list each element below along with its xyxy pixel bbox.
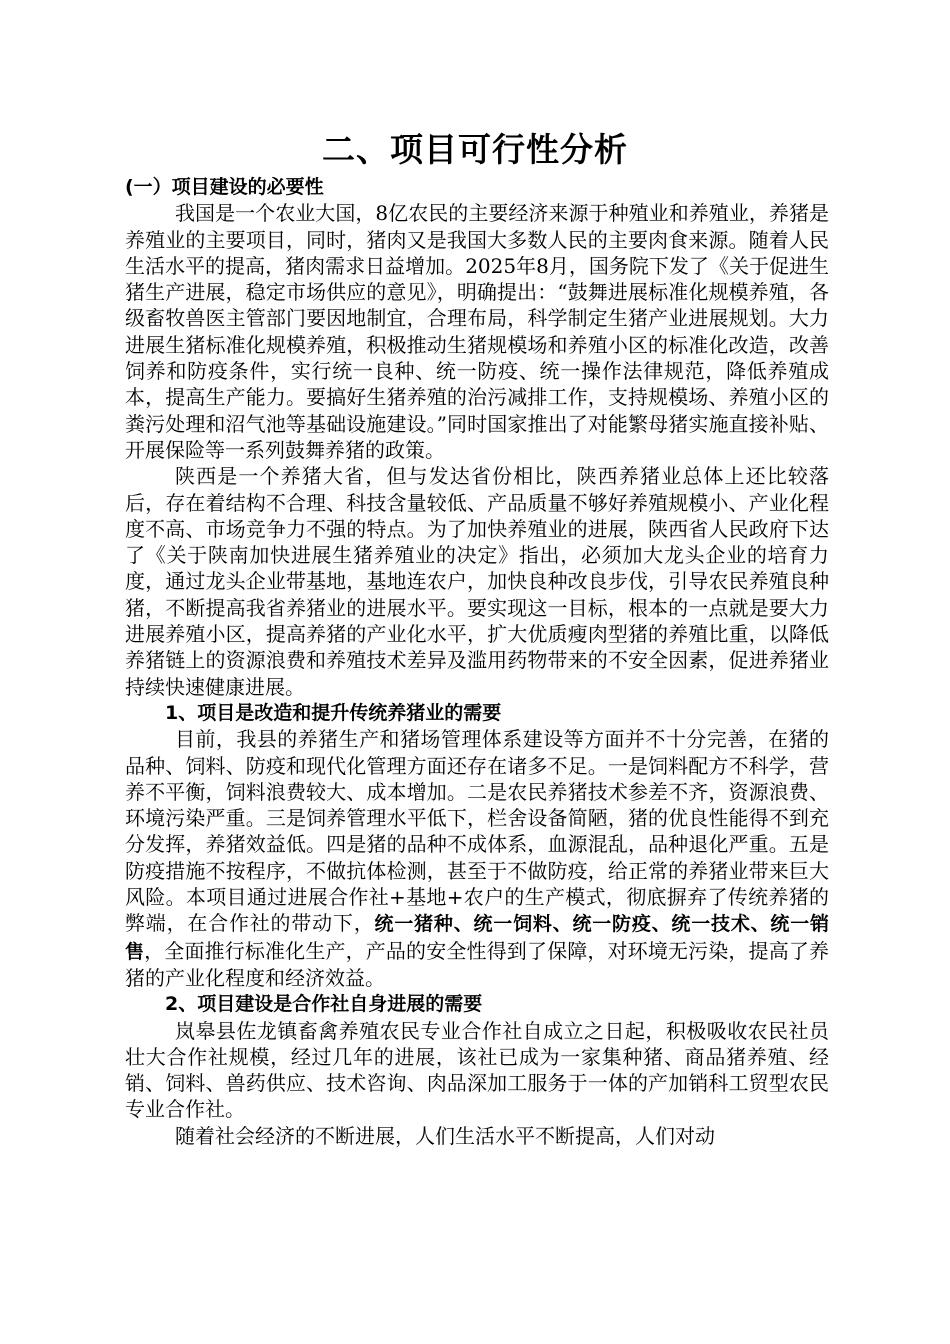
section-heading: (一）项目建设的必要性 [125,176,324,198]
bold-emphasis: 统一猪种、统一饲料、统一防疫、统一技术、统一销售 [125,913,829,963]
paragraph: 我国是一个农业大国，8亿农民的主要经济来源于种殖业和养殖业，养猪是养殖业的主要项目，同时，猪肉又是我国大多数人民的主要肉食来源。随着人民生活水平的提高，猪肉需求日益增加。2025年8月，国务院下发了《关于促进生猪生产进展，稳定市场供应的意见》，明确提出：“鼓舞进展标准化规模养殖，各级畜牧兽医主管部门要因地制宜，合理布局，科学制定生猪产业进展规划。大力进展生猪标准化规模养殖，积极推动生猪规模场和养殖小区的标准化改造，改善饲养和防疫条件，实行统一良种、统一防疫、统一操作法律规范，降低养殖成本，提高生产能力。要搞好生猪养殖的治污减排工作，支持规模场、养殖小区的粪污处理和沼气池等基础设施建设。”同时国家推出了对能繁母猪实施直接补贴、开展保险等一系列鼓舞养猪的政策。 [125,201,829,462]
subsection-heading: 1、项目是改造和提升传统养猪业的需要 [165,701,502,724]
paragraph: 随着社会经济的不断进展，人们生活水平不断提高，人们对动 [175,1123,715,1148]
page-title: 二、项目可行性分析 [322,130,628,169]
paragraph: 陕西是一个养猪大省，但与发达省份相比，陕西养猪业总体上还比较落后，存在着结构不合理、科技含量较低、产品质量不够好养殖规模小、产业化程度不高、市场竞争力不强的特点。为了加快养殖业的进展，陕西省人民政府下达了《关于陕南加快进展生猪养殖业的决定》指出，必须加大龙头企业的培育力度，通过龙头企业带基地，基地连农户，加快良种改良步伐，引导农民养殖良种猪，不断提高我省养猪业的进展水平。要实现这一目标，根本的一点就是要大力进展养殖小区，提高养猪的产业化水平，扩大优质瘦肉型猪的养殖比重，以降低养猪链上的资源浪费和养殖技术差异及滥用药物带来的不安全因素，促进养猪业持续快速健康进展。 [125,464,829,699]
document-body [125,174,829,1149]
subsection-heading: 2、项目建设是合作社自身进展的需要 [165,993,483,1016]
paragraph-text: 目前，我县的养猪生产和猪场管理体系建设等方面并不十分完善，在猪的品种、饲料、防疫和现代化管理方面还存在诸多不足。一是饲料配方不科学，营养不平衡，饲料浪费较大、成本增加。二是农民养猪技术参差不齐，资源浪费、环境污染严重。三是饲养管理水平低下，栏舍设备简陋，猪的优良性能得不到充分发挥，养猪效益低。四是猪的品种不成体系，血源混乱，品种退化严重。五是防疫措施不按程序，不做抗体检测，甚至于不做防疫，给正常的养猪业带来巨大风险。本项目通过进展合作社+基地+农户的生产模式，彻底摒弃了传统养猪的弊端，在合作社的带动下， [125,727,829,936]
paragraph [125,726,829,991]
paragraph-text: ，全面推行标准化生产，产品的安全性得到了保障，对环境无污染，提高了养猪的产业化程度和经济效益。 [125,938,829,990]
paragraph: 岚皋县佐龙镇畜禽养殖农民专业合作社自成立之日起，积极吸收农民社员壮大合作社规模，经过几年的进展，该社已成为一家集种猪、商品猪养殖、经销、饲料、兽药供应、技术咨询、肉品深加工服务于一体的产加销科工贸型农民专业合作社。 [125,1018,829,1122]
